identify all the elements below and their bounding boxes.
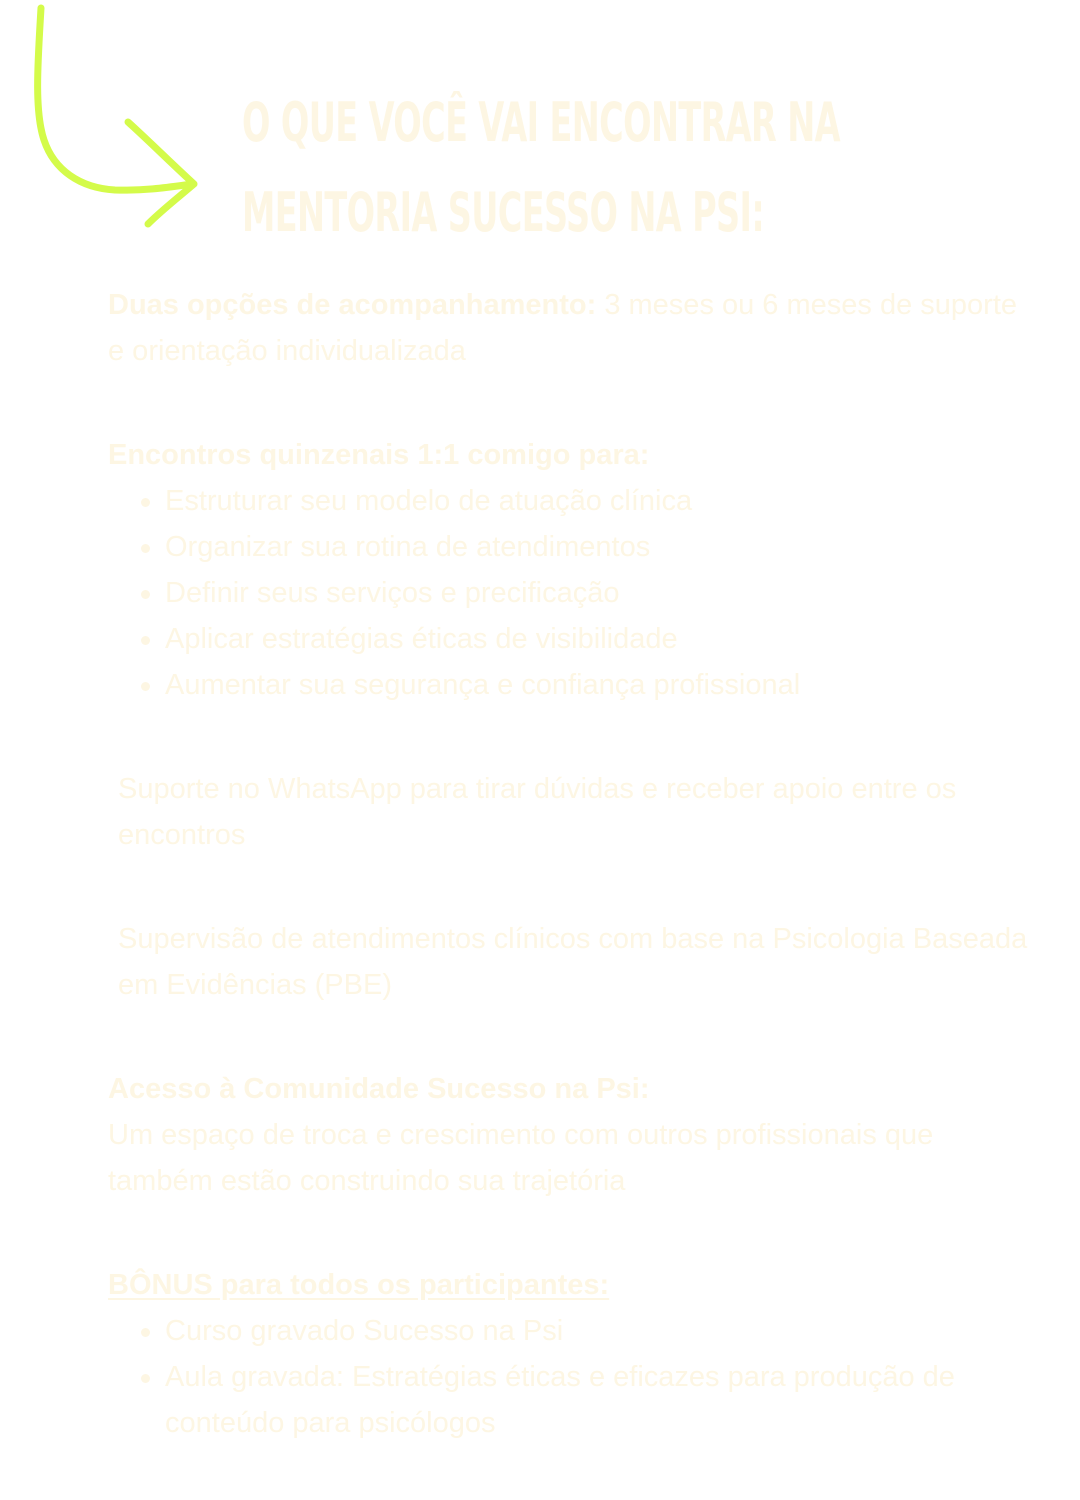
community-text: Um espaço de troca e crescimento com outros profissionais que também estão construindo sua trajetória — [108, 1119, 934, 1197]
meetings-heading — [108, 432, 1038, 478]
whatsapp-text: Suporte no WhatsApp para tirar dúvidas e receber apoio entre os encontros — [118, 773, 957, 851]
bonus-list — [108, 1308, 1038, 1446]
options-section — [108, 282, 1038, 374]
mentoring-content — [108, 282, 1038, 1446]
options-heading: Duas opções de acompanhamento: — [108, 289, 597, 321]
supervision-text: Supervisão de atendimentos clínicos com base na Psicologia Baseada em Evidências (PBE) — [118, 923, 1028, 1001]
options-description: 3 meses ou 6 meses de suporte e orientação individualizada — [108, 289, 1018, 367]
meetings-list — [108, 478, 1038, 708]
title-line-2: MENTORIA SUCESSO NA PSI: — [242, 181, 765, 244]
options-text — [108, 282, 1038, 374]
community-heading — [108, 1066, 1038, 1112]
list-item: Organizar sua rotina de atendimentos — [108, 524, 1038, 570]
list-item: Aula gravada: Estratégias éticas e eficazes para produção de conteúdo para psicólogos — [108, 1354, 1038, 1446]
community-section — [108, 1066, 1038, 1204]
bonus-heading — [108, 1262, 1038, 1308]
page-title — [242, 78, 840, 258]
title-line-1: O QUE VOCÊ VAI ENCONTRAR NA — [242, 91, 840, 154]
meetings-section — [108, 432, 1038, 708]
meetings-heading-text: Encontros quinzenais 1:1 comigo para: — [108, 439, 650, 471]
list-item: Definir seus serviços e precificação — [108, 570, 1038, 616]
whatsapp-section — [108, 766, 1038, 858]
bonus-heading-text: BÔNUS para todos os participantes: — [108, 1269, 610, 1301]
list-item: Estruturar seu modelo de atuação clínica — [108, 478, 1038, 524]
community-heading-text: Acesso à Comunidade Sucesso na Psi: — [108, 1073, 650, 1105]
curved-arrow-icon — [20, 0, 220, 240]
list-item: Aplicar estratégias éticas de visibilidade — [108, 616, 1038, 662]
supervision-section — [108, 916, 1038, 1008]
bonus-section — [108, 1262, 1038, 1446]
list-item: Curso gravado Sucesso na Psi — [108, 1308, 1038, 1354]
list-item: Aumentar sua segurança e confiança profissional — [108, 662, 1038, 708]
